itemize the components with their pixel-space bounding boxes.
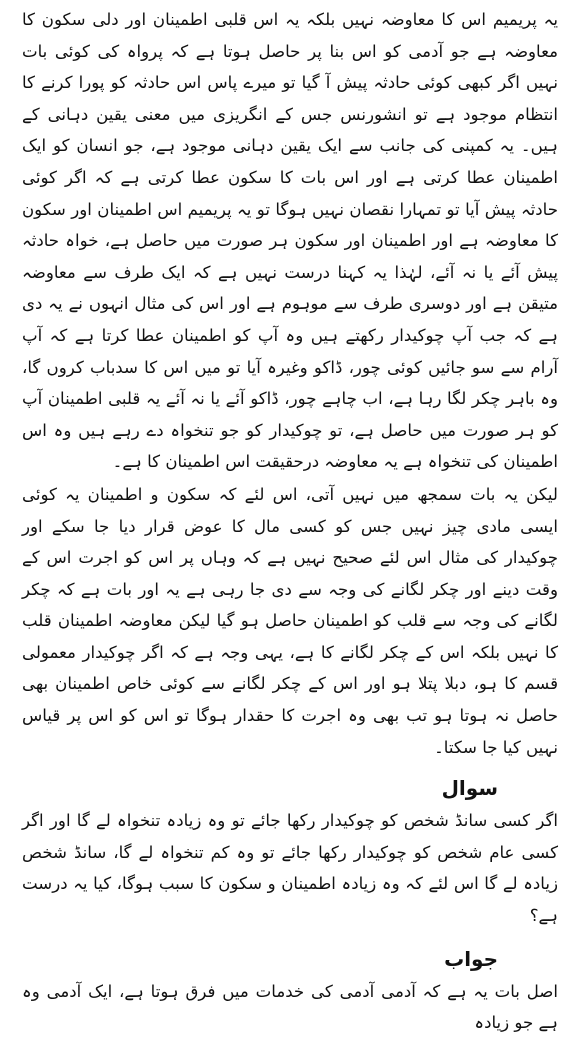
answer-heading: جواب [444, 946, 498, 971]
body-paragraph: یہ پریمیم اس کا معاوضہ نہیں بلکہ یہ اس قلبی اطمینان اور دلی سکون کا معاوضہ ہے جو آدمی کو اس بنا پر حاصل ہوتا ہے کہ پرواہ کی کوئی بات نہیں اگر کبھی کوئی حادثہ پیش آ گیا تو میرے پاس اس حادثہ کو پورا کرنے کا انتظام موجود ہے تو انشورنس جس کے انگریزی میں معنی یقین دہانی کے ہیں۔ یہ کمپنی کی جانب سے ایک یقین دہانی موجود ہے، جو انسان کو ایک اطمینان عطا کرتی ہے اور اس بات کا سکون عطا کرتی ہے کہ اگر کوئی حادثہ پیش آیا تو تمہارا نقصان نہیں ہوگا تو یہ پریمیم اس اطمینان اور سکون کا معاوضہ ہے اور اطمینان اور سکون ہر صورت میں حاصل ہے، خواہ حادثہ پیش آئے یا نہ آئے، لہٰذا یہ کہنا درست نہیں ہے کہ ایک طرف سے معاوضہ متیقن ہے اور دوسری طرف سے موہوم ہے اور اس کی مثال انہوں نے یہ دی ہے کہ جب آپ چوکیدار رکھتے ہیں وہ آپ کو اطمینان عطا کرتا ہے کہ آپ آرام سے سو جائیں کوئی چور، ڈاکو وغیرہ آیا تو میں اس کا سدباب کروں گا، وہ باہر چکر لگا رہا ہے، اب چاہے چور، ڈاکو آئے یا نہ آئے یہ قلبی اطمینان آپ کو ہر صورت میں حاصل ہے، تو چوکیدار کو جو تنخواہ دے رہے ہیں وہ اس اطمینان کی تنخواہ ہے یہ معاوضہ درحقیقت اس اطمینان کا ہے۔ [22, 10, 558, 472]
answer-text: اصل بات یہ ہے کہ آدمی آدمی کی خدمات میں فرق ہوتا ہے، ایک آدمی وہ ہے جو زیادہ [22, 981, 558, 1033]
question-text: اگر کسی سانڈ شخص کو چوکیدار رکھا جائے تو وہ زیادہ تنخواہ لے گا اور اگر کسی عام شخص کو چوکیدار رکھا جائے تو وہ کم تنخواہ لے گا، سانڈ شخص زیادہ لے گا اس لئے کہ وہ زیادہ اطمینان و سکون کا سبب ہوگا، کیا یہ درست ہے؟ [22, 811, 558, 926]
question-heading: سوال [441, 776, 498, 801]
body-paragraph: لیکن یہ بات سمجھ میں نہیں آتی، اس لئے کہ سکون و اطمینان یہ کوئی ایسی مادی چیز نہیں جس کو کسی مال کا عوض قرار دیا جا سکے اور چوکیدار کی مثال اس لئے صحیح نہیں ہے کہ وہاں پر اس کو اجرت اس کے وقت دینے اور چکر لگانے کی وجہ سے دی جا رہی ہے یہ اور بات ہے کہ چکر لگانے کی وجہ سے قلب کو اطمینان حاصل ہو گیا لیکن معاوضہ اطمینان قلب کا نہیں بلکہ اس کے چکر لگانے کا ہے، یہی وجہ ہے کہ اگر چوکیدار معمولی قسم کا ہو، دبلا پتلا ہو اور اس کے چکر لگانے سے کوئی خاص اطمینان بھی حاصل نہ ہوتا ہو تب بھی وہ اجرت کا حقدار ہوگا تو اس کو اس پر قیاس نہیں کیا جا سکتا۔ [22, 484, 558, 757]
